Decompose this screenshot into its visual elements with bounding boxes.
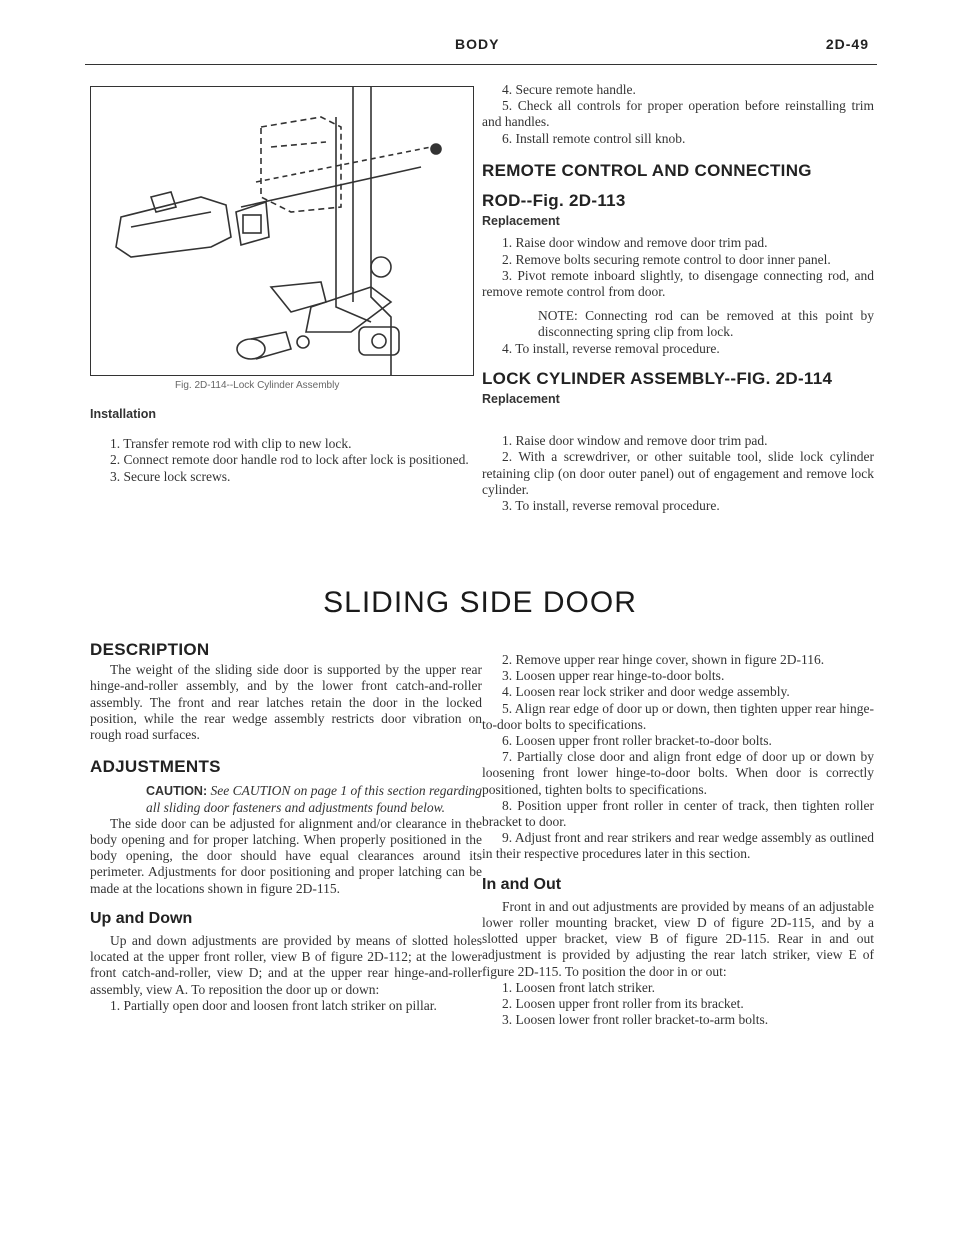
remote-step-5: 5. Check all controls for proper operation before reinstalling trim and handles. [482, 98, 874, 130]
description-text: The weight of the sliding side door is supported by the upper rear hinge-and-roller assembly, and by the lower front catch-and-roller assembly. The front and rear latches retain the door in the locked position, while the rear wedge assembly restricts door vibration on rough road surfaces. [90, 662, 482, 743]
remote-control-step-2: 2. Remove bolts securing remote control to door inner panel. [502, 251, 831, 267]
adjustments-text: The side door can be adjusted for alignment and/or clearance in the body opening and for proper latching. When properly positioned in the body opening, the door should have equal clearances around its perimeter. Adjustments for door positioning and proper latching can be made at the locations shown in figure 2D-115. [90, 815, 482, 896]
up-down-step-8: 8. Position upper front roller in center of track, then tighten roller bracket to door. [482, 797, 874, 830]
lock-cylinder-step-1: 1. Raise door window and remove door trim pad. [502, 433, 768, 449]
installation-step-3: 3. Secure lock screws. [110, 468, 231, 484]
up-down-step-7: 7. Partially close door and align front edge of door up or down by loosening front lower hinge-to-door bolts. When door is correctly positioned, tighten bolts to specifications. [482, 749, 874, 797]
up-down-step-1: 1. Partially open door and loosen front latch striker on pillar. [110, 997, 437, 1013]
section-title: BODY [455, 36, 500, 52]
right-top-column [482, 82, 874, 514]
in-out-step-2: 2. Loosen upper front roller from its bracket. [502, 996, 744, 1012]
up-down-heading: Up and Down [90, 909, 193, 927]
remote-control-subheading: Replacement [482, 214, 560, 229]
remote-control-heading-1: REMOTE CONTROL AND CONNECTING [482, 160, 812, 180]
remote-control-step-1: 1. Raise door window and remove door trim pad. [502, 235, 768, 251]
adjustments-heading: ADJUSTMENTS [90, 757, 221, 777]
remote-step-4: 4. Secure remote handle. [502, 82, 636, 97]
page-header [85, 30, 877, 65]
sliding-side-door-title: SLIDING SIDE DOOR [323, 586, 637, 619]
installation-heading: Installation [90, 407, 156, 421]
left-bottom-column [90, 642, 482, 1014]
installation-section [90, 406, 482, 485]
up-down-text: Up and down adjustments are provided by means of slotted holes located at the upper front roller, view B of figure 2D-112; at the lower front catch-and-roller, view D; and at the upper rear hinge-and-roller assembly, view A. To reposition the door up or down: [90, 933, 482, 997]
installation-step-2: 2. Connect remote door handle rod to lock after lock is positioned. [110, 452, 469, 468]
caution-text: See CAUTION on page 1 of this section regarding all sliding door fasteners and adjustments found below. [146, 783, 482, 815]
lock-cylinder-heading: LOCK CYLINDER ASSEMBLY--FIG. 2D-114 [482, 368, 833, 388]
lock-cylinder-step-3: 3. To install, reverse removal procedure. [502, 498, 720, 514]
remote-control-note: NOTE: Connecting rod can be removed at this point by disconnecting spring clip from lock. [538, 308, 874, 340]
in-out-text: Front in and out adjustments are provided by means of an adjustable lower roller mounting bracket, view D of figure 2D-115, and by a slotted upper bracket, view B of figure 2D-115. Rear in and out adjustment is provided by adjusting the rear latch striker, view E of figure 2D-115. To position the door in or out: [482, 898, 874, 979]
right-bottom-column [482, 652, 874, 1028]
lock-cylinder-illustration [91, 87, 473, 375]
lock-cylinder-step-2: 2. With a screwdriver, or other suitable tool, slide lock cylinder retaining clip (on door outer panel) out of engagement and remove lock cylinder. [482, 449, 874, 497]
lock-cylinder-figure [90, 86, 474, 376]
description-heading: DESCRIPTION [90, 640, 210, 659]
remote-control-heading-2: ROD--Fig. 2D-113 [482, 191, 626, 211]
page-number: 2D-49 [825, 36, 869, 52]
figure-caption: Fig. 2D-114--Lock Cylinder Assembly [175, 380, 340, 391]
up-down-step-9: 9. Adjust front and rear strikers and rear wedge assembly as outlined in their respective procedures later in this section. [482, 830, 874, 862]
lock-cylinder-subheading: Replacement [482, 392, 560, 407]
up-down-step-3: 3. Loosen upper rear hinge-to-door bolts. [502, 668, 725, 684]
up-down-step-5: 5. Align rear edge of door up or down, then tighten upper rear hinge-to-door bolts to specifications. [482, 700, 874, 732]
up-down-step-4: 4. Loosen rear lock striker and door wedge assembly. [502, 684, 790, 700]
remote-control-step-4: 4. To install, reverse removal procedure. [502, 340, 720, 356]
caution-block [90, 783, 482, 815]
in-out-step-3: 3. Loosen lower front roller bracket-to-arm bolts. [502, 1012, 769, 1028]
remote-step-6: 6. Install remote control sill knob. [502, 130, 686, 146]
in-out-step-1: 1. Loosen front latch striker. [502, 979, 655, 995]
installation-step-1: 1. Transfer remote rod with clip to new lock. [110, 436, 352, 452]
in-out-heading: In and Out [482, 875, 562, 893]
up-down-step-6: 6. Loosen upper front roller bracket-to-door bolts. [502, 733, 772, 749]
remote-control-step-3: 3. Pivot remote inboard slightly, to disengage connecting rod, and remove remote control from door. [482, 267, 874, 300]
caution-label: CAUTION: [146, 784, 208, 799]
up-down-step-2: 2. Remove upper rear hinge cover, shown in figure 2D-116. [502, 652, 825, 667]
